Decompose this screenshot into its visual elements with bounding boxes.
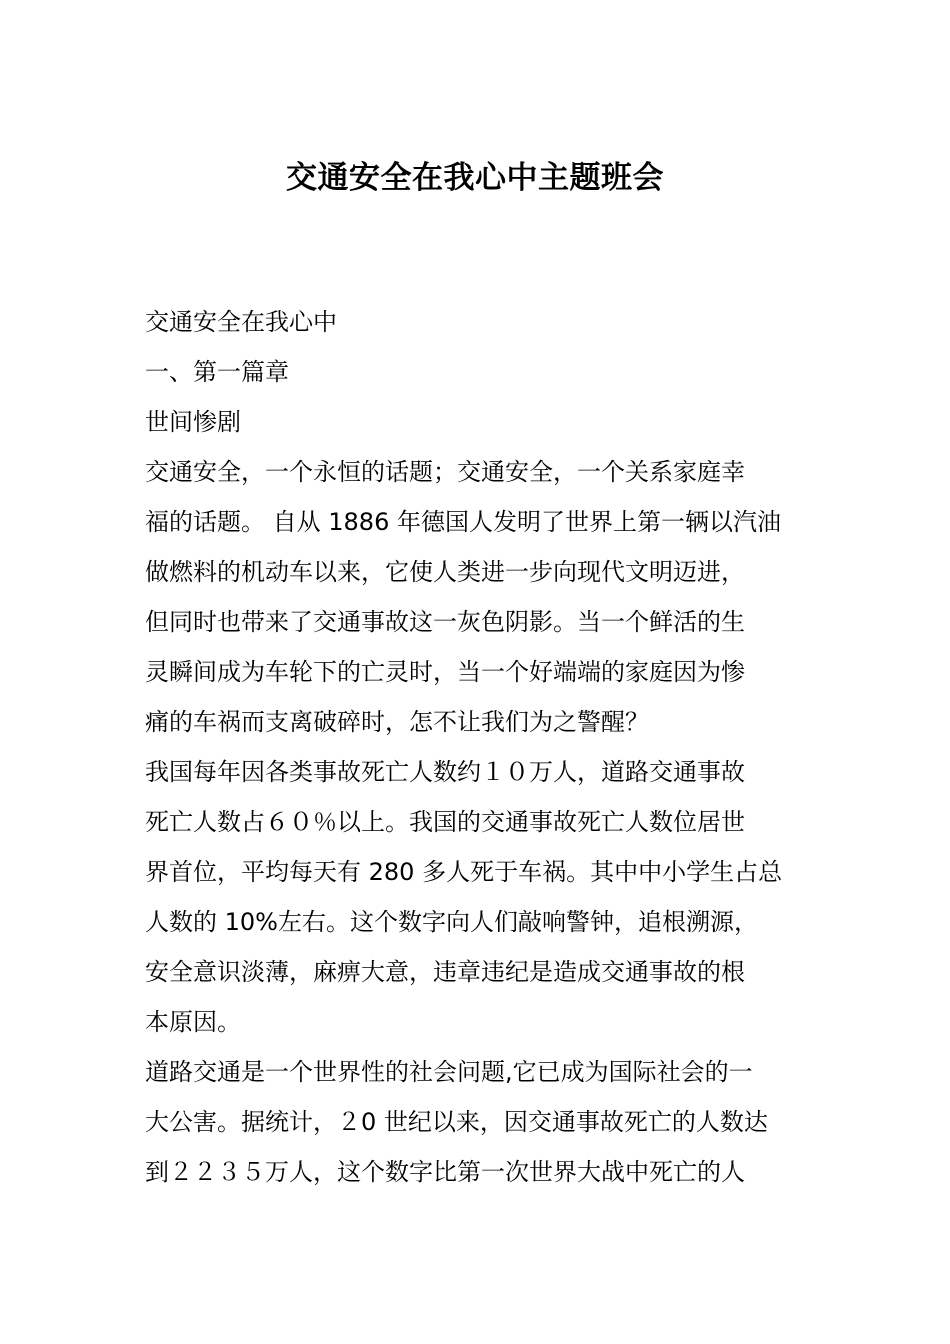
section-heading: 一、第一篇章 [145,358,289,386]
paragraph-line: 界首位，平均每天有 280 多人死于车祸。其中中小学生占总 [145,858,783,886]
paragraph-line: 道路交通是一个世界性的社会问题,它已成为国际社会的一 [145,1058,753,1086]
paragraph-line: 人数的 10%左右。这个数字向人们敲响警钟，追根溯源， [145,908,758,936]
paragraph-line: 到２２３５万人，这个数字比第一次世界大战中死亡的人 [145,1158,745,1186]
paragraph-line: 痛的车祸而支离破碎时，怎不让我们为之警醒？ [145,708,649,736]
paragraph-line: 做燃料的机动车以来，它使人类进一步向现代文明迈进， [145,558,745,586]
document-body [145,297,809,1197]
heading-line: 交通安全在我心中 [145,308,337,336]
paragraph-line: 我国每年因各类事故死亡人数约１０万人，道路交通事故 [145,758,745,786]
paragraph-line: 但同时也带来了交通事故这一灰色阴影。当一个鲜活的生 [145,608,745,636]
paragraph-line: 灵瞬间成为车轮下的亡灵时，当一个好端端的家庭因为惨 [145,658,745,686]
document-title: 交通安全在我心中主题班会 [286,160,664,196]
paragraph-line: 交通安全，一个永恒的话题；交通安全，一个关系家庭幸 [145,458,745,486]
paragraph-line: 安全意识淡薄，麻痹大意，违章违纪是造成交通事故的根 [145,958,745,986]
paragraph-line: 大公害。据统计，２0 世纪以来，因交通事故死亡的人数达 [145,1108,768,1136]
paragraph-line: 福的话题。 自从 1886 年德国人发明了世界上第一辆以汽油 [145,508,781,536]
section-subtitle: 世间惨剧 [145,408,241,436]
paragraph-line: 死亡人数占６０％以上。我国的交通事故死亡人数位居世 [145,808,745,836]
paragraph-line: 本原因。 [145,1008,241,1036]
